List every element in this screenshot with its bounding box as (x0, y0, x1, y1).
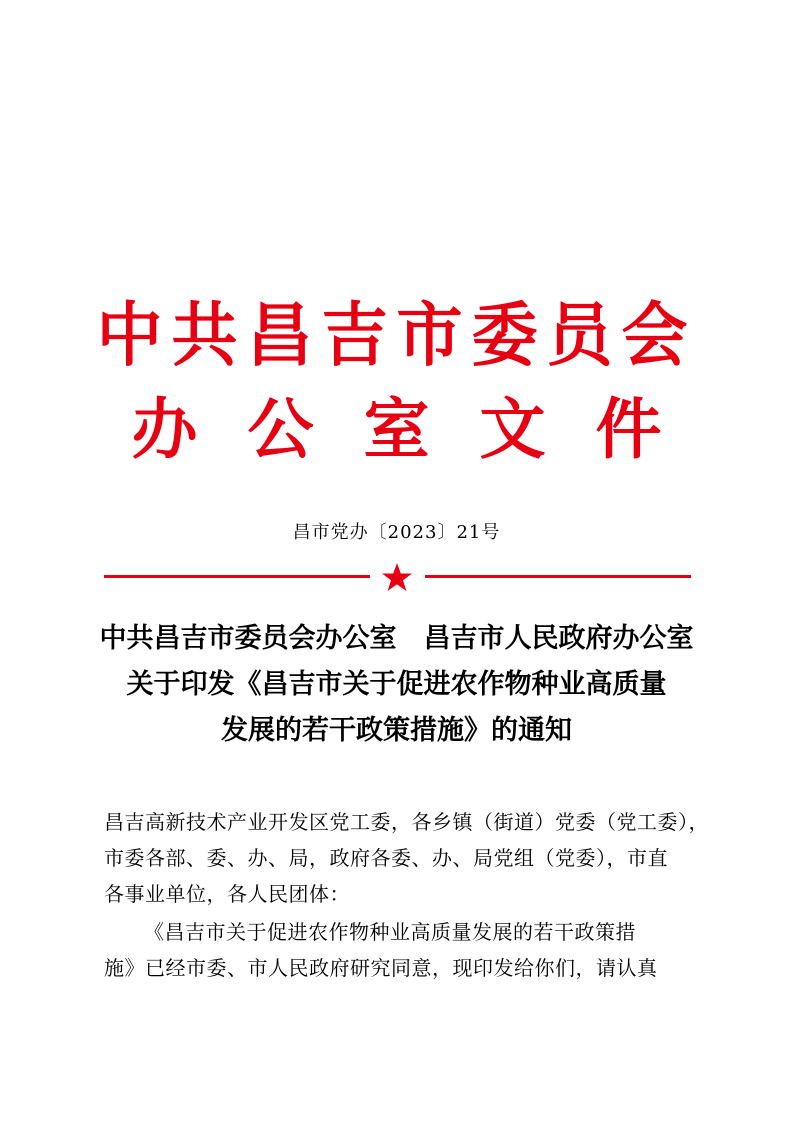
recipients-line1: 昌吉高新技术产业开发区党工委，各乡镇（街道）党委（党工委）， (104, 810, 709, 834)
notice-title-line3: 发展的若干政策措施》的通知 (221, 715, 572, 746)
star-icon (381, 562, 413, 592)
document-number: 昌市党办〔2023〕21号 (292, 522, 501, 543)
document-header-line1: 中共昌吉市委员会 (96, 295, 697, 376)
body-paragraph-line2: 施》已经市委、市人民政府研究同意，现印发给你们，请认真 (104, 956, 658, 980)
recipients-line2: 市委各部、委、办、局，政府各委、办、局党组（党委），市直 (104, 846, 668, 870)
notice-title-line1: 中共昌吉市委员会办公室 昌吉市人民政府办公室 (99, 623, 694, 654)
divider-rule-left (104, 575, 370, 578)
recipients-line3: 各事业单位，各人民团体： (104, 882, 350, 906)
document-header-line2: 办公室文件 (131, 391, 712, 468)
body-paragraph-line1: 《昌吉市关于促进农作物种业高质量发展的若干政策措 (144, 920, 636, 944)
red-divider (104, 562, 691, 592)
notice-title-line2: 关于印发《昌吉市关于促进农作物种业高质量 (126, 669, 667, 700)
divider-rule-right (425, 575, 691, 578)
